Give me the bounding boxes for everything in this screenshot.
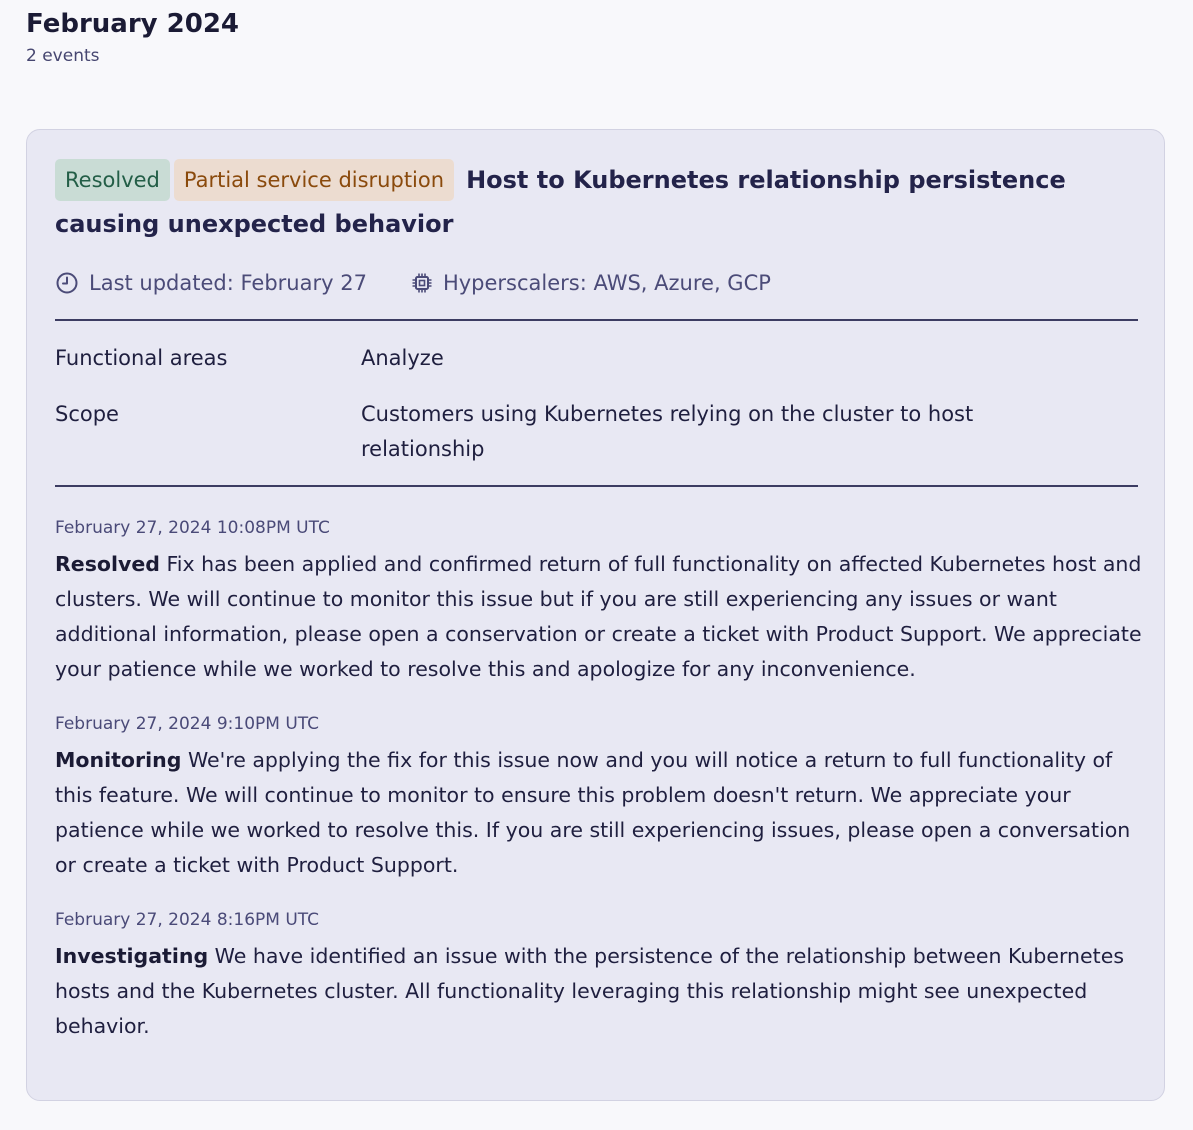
detail-label: Scope bbox=[55, 402, 119, 426]
update-timestamp: February 27, 2024 10:08PM UTC bbox=[55, 518, 330, 538]
incident-title[interactable]: Host to Kubernetes relationship persistence causing unexpected behavior bbox=[55, 166, 1066, 238]
hyperscalers-text: Hyperscalers: AWS, Azure, GCP bbox=[442, 271, 771, 295]
incident-meta bbox=[55, 265, 1136, 301]
hyperscalers bbox=[411, 271, 771, 295]
detail-row-functional-areas bbox=[55, 341, 1136, 376]
detail-label: Functional areas bbox=[55, 346, 228, 370]
chip-icon bbox=[411, 272, 433, 294]
update-body bbox=[55, 939, 1145, 1044]
update-status: Resolved bbox=[55, 552, 160, 576]
incident-details bbox=[55, 321, 1136, 485]
month-header bbox=[26, 8, 239, 66]
incident-title-row bbox=[55, 158, 1138, 246]
update-timestamp: February 27, 2024 8:16PM UTC bbox=[55, 910, 320, 930]
detail-value: Customers using Kubernetes relying on the cluster to host relationship bbox=[361, 402, 974, 461]
update-body bbox=[55, 547, 1145, 687]
update-status: Monitoring bbox=[55, 748, 182, 772]
detail-value: Analyze bbox=[361, 346, 444, 370]
update-body bbox=[55, 743, 1145, 883]
incident-updates bbox=[55, 487, 1142, 1044]
update-status: Investigating bbox=[55, 944, 209, 968]
update-text: We're applying the fix for this issue now and you will notice a return to full functionality of this feature. We will continue to monitor to ensure this problem doesn't return. We appreciate your patience while we worked to resolve this. If you are still experiencing issues, please open a conversation or create a ticket with Product Support. bbox=[55, 748, 1131, 877]
update-text: Fix has been applied and confirmed return of full functionality on affected Kubernetes host and clusters. We will continue to monitor this issue but if you are still experiencing any issues or want additional information, please open a conservation or create a ticket with Product Support. We appreciate your patience while we worked to resolve this and apologize for any inconvenience. bbox=[55, 552, 1142, 681]
update-item bbox=[55, 515, 1142, 687]
event-count: 2 events bbox=[26, 46, 100, 66]
detail-row-scope bbox=[55, 397, 1136, 467]
clock-icon bbox=[55, 271, 79, 295]
last-updated bbox=[55, 271, 367, 295]
month-title: February 2024 bbox=[26, 9, 240, 39]
status-badge: Resolved bbox=[55, 159, 170, 201]
last-updated-text: Last updated: February 27 bbox=[89, 271, 367, 295]
update-item bbox=[55, 711, 1136, 883]
severity-badge: Partial service disruption bbox=[174, 159, 454, 201]
incident-card[interactable] bbox=[26, 129, 1165, 1101]
update-timestamp: February 27, 2024 9:10PM UTC bbox=[55, 714, 320, 734]
update-item bbox=[55, 907, 1136, 1044]
update-text: We have identified an issue with the persistence of the relationship between Kubernetes hosts and the Kubernetes cluster. All functionality leveraging this relationship might see unexpected behavior. bbox=[55, 944, 1124, 1038]
